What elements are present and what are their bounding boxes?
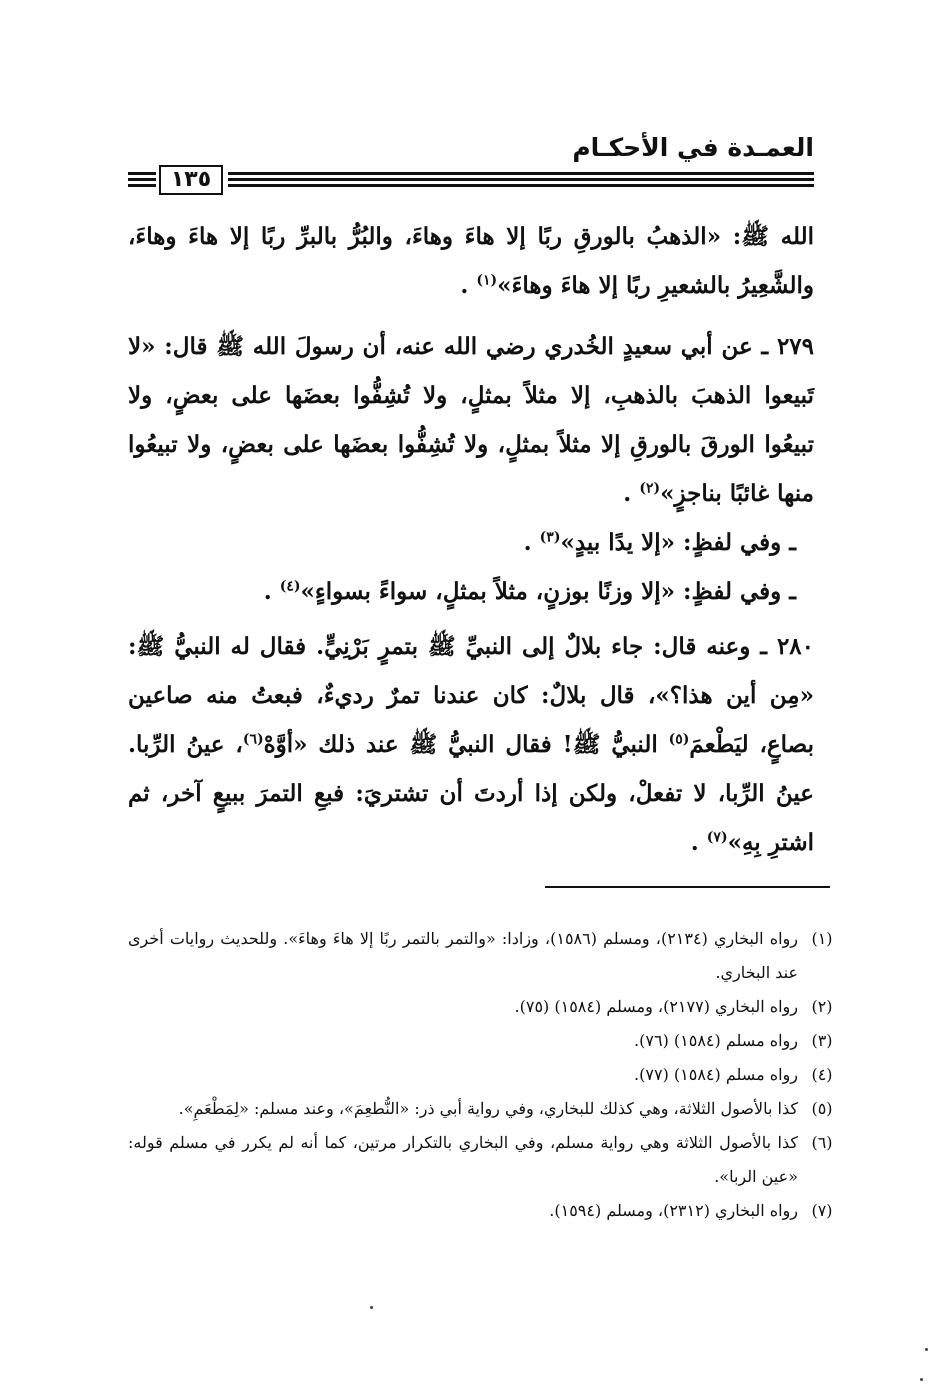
footnote-ref: (١) (476, 272, 498, 289)
footnote-number: (٢) (811, 997, 833, 1016)
variant-wording (128, 518, 814, 567)
footnotes (128, 922, 842, 1228)
text-paragraph (128, 212, 814, 310)
hadith-279 (128, 322, 814, 518)
header-rule-short (128, 178, 156, 181)
footnote-number: (٤) (811, 1065, 833, 1084)
footnote-number: (٧) (811, 1201, 833, 1220)
period: . (523, 529, 540, 556)
running-title: العمـدة في الأحكـام (572, 133, 814, 162)
period: . (623, 480, 640, 507)
footnote-ref: (٥) (668, 731, 690, 748)
footnote-number: (٥) (811, 1099, 833, 1118)
continuation-text: الله ﷺ: «الذهبُ بالورقِ ربًا إلا هاءَ وهاءَ، والبُرُّ بالبرِّ ربًا إلا هاءَ وهاءَ، والشَّعِيرُ بالشعيرِ ربًا إلا هاءَ وهاءَ» (128, 223, 814, 299)
footnote-ref: (٧) (706, 829, 728, 846)
hadith-280-text: النبيُّ ﷺ! فقال النبيُّ ﷺ عند ذلك «أوَّهْ (263, 731, 669, 758)
footnote (128, 990, 842, 1024)
footnote-ref: (٦) (242, 731, 264, 748)
header-rule (228, 178, 814, 181)
hadith-280-text: ، عينُ الرِّبا. عينُ الرِّبا، لا تفعلْ، ولكن إذا أردتَ أن تشتريَ: فبعِ التمرَ ببيعٍ آخر، ثم اشترِ بِهِ» (128, 731, 814, 856)
footnote-ref: (٣) (539, 529, 561, 546)
footnote-text: كذا بالأصول الثلاثة، وهي كذلك للبخاري، وفي رواية أبي ذر: «النُّطعِمَ»، وعند مسلم: «لِمَطْعَمِ». (178, 1099, 798, 1118)
footnote-text: رواه البخاري (٢١٧٧)، ومسلم (١٥٨٤) (٧٥). (514, 997, 798, 1016)
variant-text: ـ وفي لفظٍ: «إلا وزنًا بوزنٍ، مثلاً بمثلٍ، سواءً بسواءٍ» (300, 578, 796, 605)
hadith-280-text: ٢٨٠ ـ وعنه قال: جاء بلالٌ إلى النبيِّ ﷺ بتمرٍ بَرْنِيٍّ. فقال له النبيُّ ﷺ: «مِن أين هذا؟»، قال بلالٌ: كان عندنا تمرٌ رديءٌ، فبعتُ منه صاعين بصاعٍ، ليَطْعمَ (128, 633, 814, 758)
variant-text: ـ وفي لفظٍ: «إلا يدًا بيدٍ» (560, 529, 796, 556)
scan-speck (920, 1378, 923, 1381)
footnote-text: رواه مسلم (١٥٨٤) (٧٧). (634, 1065, 798, 1084)
footnote-separator (545, 886, 830, 888)
variant-wording (128, 567, 814, 616)
footnote-ref: (٤) (279, 578, 301, 595)
footnote-number: (٦) (811, 1133, 833, 1152)
hadith-279-text: ٢٧٩ ـ عن أبي سعيدٍ الخُدري رضي الله عنه، أن رسولَ الله ﷺ قال: «لا تَبيعوا الذهبَ بالذهبِ، إلا مثلاً بمثلٍ، ولا تُشِفُّوا بعضَها على بعضٍ، ولا تبيعُوا الورقَ بالورقِ إلا مثلاً بمثلٍ، ولا تُشِفُّوا بعضَها على بعضٍ، ولا تبيعُوا منها غائبًا بناجزٍ» (128, 333, 814, 507)
footnote (128, 1126, 842, 1194)
header-rule (228, 172, 814, 175)
footnote-text: رواه مسلم (١٥٨٤) (٧٦). (634, 1031, 798, 1050)
footnote-ref: (٢) (639, 480, 661, 497)
header-rule (228, 184, 814, 187)
footnote-number: (١) (811, 929, 833, 948)
footnote-number: (٣) (811, 1031, 833, 1050)
footnote (128, 1058, 842, 1092)
period: . (690, 829, 707, 856)
footnote-text: رواه البخاري (٢١٣٤)، ومسلم (١٥٨٦)، وزادا: «والتمر بالتمر ربًا إلا هاءَ وهاءَ». وللحديث روايات أخرى عند البخاري. (128, 929, 799, 982)
footnote-text: كذا بالأصول الثلاثة وهي رواية مسلم، وفي البخاري بالتكرار مرتين، كما أنه لم يكرر في مسلم قوله: «عين الربا». (128, 1133, 798, 1186)
period: . (460, 272, 477, 299)
footnote (128, 922, 842, 990)
page-number: ١٣٥ (159, 165, 223, 195)
footnote (128, 1092, 842, 1126)
header-rule-short (128, 184, 156, 187)
hadith-280 (128, 622, 814, 867)
header-rule-short (128, 172, 156, 175)
period: . (263, 578, 280, 605)
scan-speck (370, 1306, 373, 1309)
footnote (128, 1024, 842, 1058)
footnote-text: رواه البخاري (٢٣١٢)، ومسلم (١٥٩٤). (549, 1201, 798, 1220)
scan-speck (925, 1348, 928, 1351)
main-text (128, 212, 814, 867)
footnote (128, 1194, 842, 1228)
